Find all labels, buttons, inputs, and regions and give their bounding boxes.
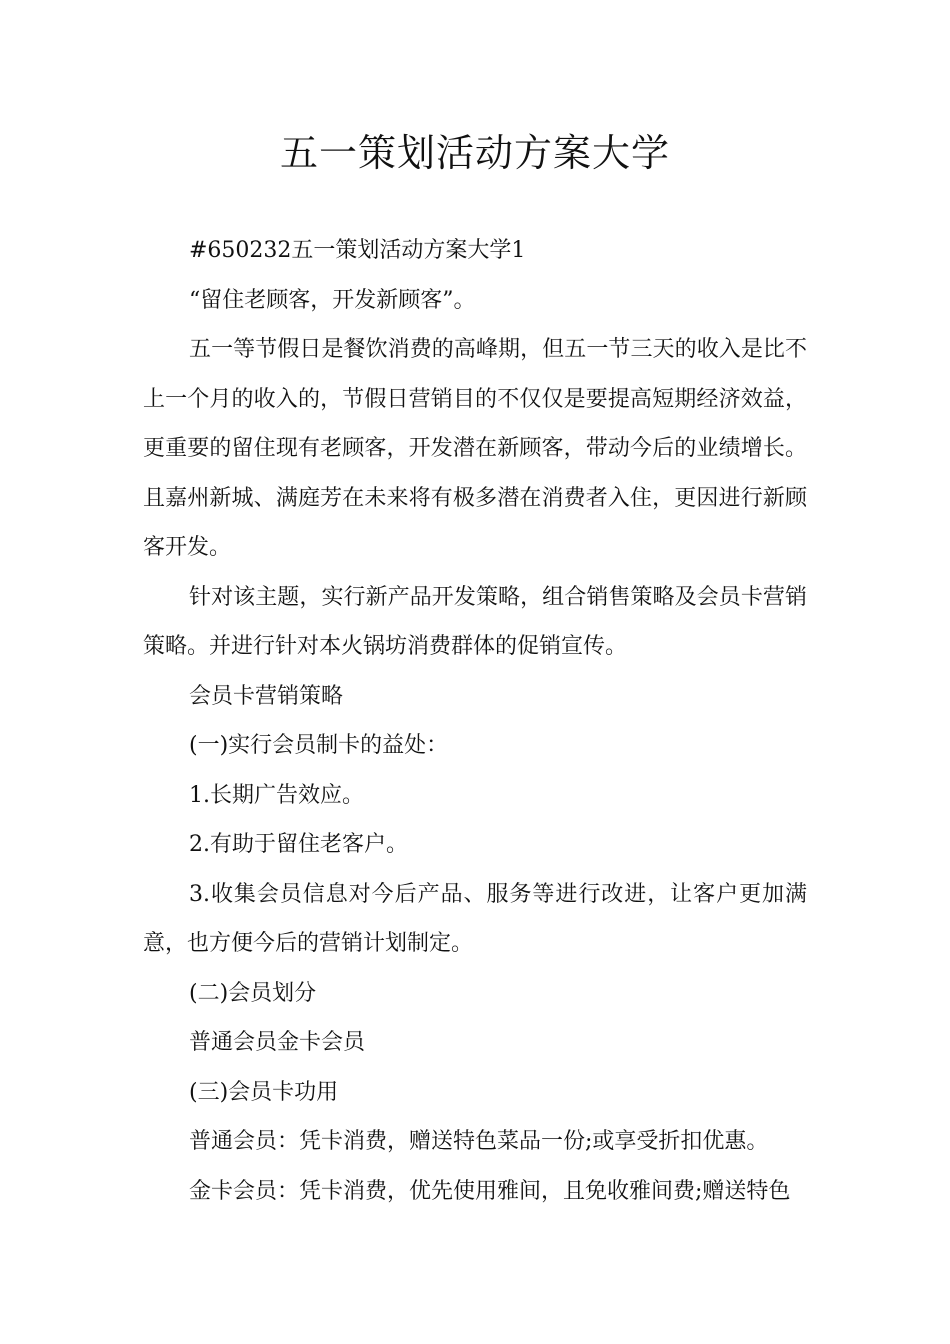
heading-membership-strategy: 会员卡营销策略 <box>189 683 344 709</box>
paragraph-doc-id: #650232五一策划活动方案大学1 <box>189 238 526 263</box>
heading-benefits: (一)实行会员制卡的益处： <box>189 733 449 758</box>
paragraph-slogan: “留住老顾客，开发新顾客”。 <box>189 287 476 313</box>
paragraph-tier-names: 普通会员金卡会员 <box>189 1030 366 1055</box>
heading-card-functions: (三)会员卡功用 <box>189 1079 339 1105</box>
document-title: 五一策划活动方案大学 <box>279 131 670 175</box>
paragraph-gold-member: 金卡会员：凭卡消费，优先使用雅间，且免收雅间费;赠送特色 <box>189 1178 791 1204</box>
heading-member-tiers: (二)会员划分 <box>189 980 317 1006</box>
list-item-benefit-3: 3.收集会员信息对今后产品、服务等进行改进，让客户更加满意，也方便今后的营销计划制定。 <box>143 881 807 956</box>
paragraph-background: 五一等节假日是餐饮消费的高峰期，但五一节三天的收入是比不上一个月的收入的，节假日营销目的不仅仅是要提高短期经济效益，更重要的留住现有老顾客，开发潜在新顾客，带动今后的业绩增长。且嘉州新城、满庭芳在未来将有极多潜在消费者入住，更因进行新顾客开发。 <box>143 337 807 560</box>
paragraph-strategy: 针对该主题，实行新产品开发策略，组合销售策略及会员卡营销策略。并进行针对本火锅坊消费群体的促销宣传。 <box>143 584 807 659</box>
document-body <box>143 226 807 1216</box>
list-item-benefit-1: 1.长期广告效应。 <box>189 782 364 808</box>
list-item-benefit-2: 2.有助于留住老客户。 <box>189 832 408 857</box>
paragraph-regular-member: 普通会员：凭卡消费，赠送特色菜品一份;或享受折扣优惠。 <box>189 1129 769 1154</box>
